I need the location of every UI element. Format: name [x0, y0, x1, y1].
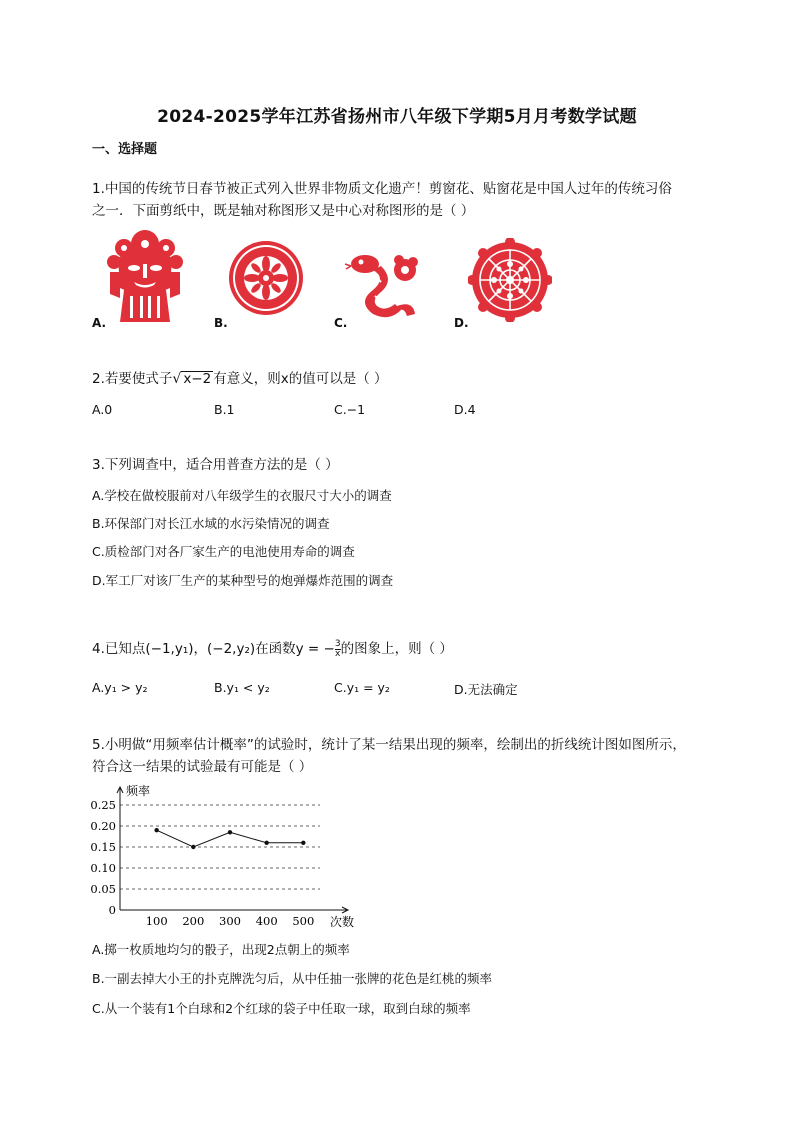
fraction-numerator: 3	[334, 638, 341, 649]
x-tick-label: 500	[292, 914, 315, 928]
question-4-post: 的图象上，则（ ）	[340, 641, 453, 657]
question-1-line-1: 1.中国的传统节日春节被正式列入世界非物质文化遗产！剪窗花、贴窗花是中国人过年的传统习俗	[92, 181, 672, 197]
q3-option-c[interactable]: C.质检部门对各厂家生产的电池使用寿命的调查	[92, 544, 355, 559]
x-axis-label: 次数	[330, 915, 355, 929]
q5-option-b[interactable]: B.一副去掉大小王的扑克牌洗匀后，从中任抽一张牌的花色是红桃的频率	[92, 971, 493, 986]
q2-option-d[interactable]: D.4	[454, 402, 476, 417]
question-2-radicand: x−2	[183, 371, 212, 387]
fraction-denominator: x	[335, 648, 341, 659]
q4-option-c[interactable]: C.y₁ = y₂	[334, 680, 390, 695]
chart-grid	[120, 805, 320, 889]
y-tick-label: 0.10	[90, 861, 116, 875]
chart-axes	[117, 787, 348, 913]
q3-option-a[interactable]: A.学校在做校服前对八年级学生的衣服尺寸大小的调查	[92, 488, 392, 503]
data-point	[228, 830, 232, 834]
y-tick-label: 0.25	[90, 798, 116, 812]
x-tick-label: 200	[182, 914, 205, 928]
y-axis-label: 频率	[126, 784, 151, 798]
y-tick-label: 0.05	[90, 882, 116, 896]
data-point	[154, 828, 158, 832]
chart-ticks	[90, 798, 314, 928]
x-tick-label: 100	[145, 914, 168, 928]
q5-option-a[interactable]: A.掷一枚质地均匀的骰子，出现2点朝上的频率	[92, 942, 350, 957]
lace-flower-papercut-image	[468, 238, 552, 322]
q2-option-c[interactable]: C.−1	[334, 402, 366, 417]
section-heading: 一、选择题	[92, 142, 158, 157]
question-3-stem: 3.下列调查中，适合用普查方法的是（ ）	[92, 457, 339, 473]
question-4	[92, 638, 712, 660]
q5-option-c[interactable]: C.从一个装有1个白球和2个红球的袋子中任取一球，取到白球的频率	[92, 1001, 471, 1016]
chart-series	[154, 828, 305, 849]
question-2	[92, 368, 712, 390]
y-tick-label: 0.20	[90, 819, 116, 833]
sqrt-symbol: √	[172, 371, 182, 387]
question-5	[92, 734, 732, 778]
q3-option-b[interactable]: B.环保部门对长江水域的水污染情况的调查	[92, 516, 330, 531]
round-flower-papercut-image	[228, 240, 304, 316]
q4-option-b[interactable]: B.y₁ < y₂	[214, 680, 270, 695]
question-1-line-2: 之一．下面剪纸中，既是轴对称图形又是中心对称图形的是（ ）	[92, 203, 475, 219]
data-point	[264, 841, 268, 845]
x-tick-label: 400	[255, 914, 278, 928]
x-tick-label: 300	[219, 914, 241, 928]
page-title: 2024-2025学年江苏省扬州市八年级下学期5月月考数学试题	[157, 107, 637, 127]
question-5-line-2: 符合这一结果的试验最有可能是（ ）	[92, 759, 313, 775]
q1-option-d[interactable]: D.	[454, 316, 469, 330]
q2-option-b[interactable]: B.1	[214, 402, 235, 417]
opera-mask-papercut-image	[104, 228, 186, 324]
question-1	[92, 178, 712, 222]
q4-option-a[interactable]: A.y₁ > y₂	[92, 680, 148, 695]
question-5-line-1: 5.小明做“用频率估计概率”的试验时，统计了某一结果出现的频率，绘制出的折线统计图如图所示，	[92, 737, 686, 753]
q1-option-a[interactable]: A.	[92, 316, 107, 330]
data-point	[301, 841, 305, 845]
y-tick-label: 0.15	[90, 840, 116, 854]
frequency-line-chart	[88, 782, 358, 932]
question-2-pre: 2.若要使式子	[92, 371, 173, 387]
data-point	[191, 845, 195, 849]
question-2-post: 有意义，则x的值可以是（ ）	[213, 371, 388, 387]
q3-option-d[interactable]: D.军工厂对该厂生产的某种型号的炮弹爆炸范围的调查	[92, 573, 394, 588]
q1-option-b[interactable]: B.	[214, 316, 228, 330]
snake-papercut-image	[343, 244, 423, 324]
question-4-pre: 4.已知点(−1,y₁)，(−2,y₂)在函数y = −	[92, 641, 335, 657]
q1-option-c[interactable]: C.	[334, 316, 348, 330]
q2-option-a[interactable]: A.0	[92, 402, 113, 417]
q4-option-d[interactable]: D.无法确定	[454, 682, 518, 697]
y-tick-label: 0	[108, 903, 116, 917]
